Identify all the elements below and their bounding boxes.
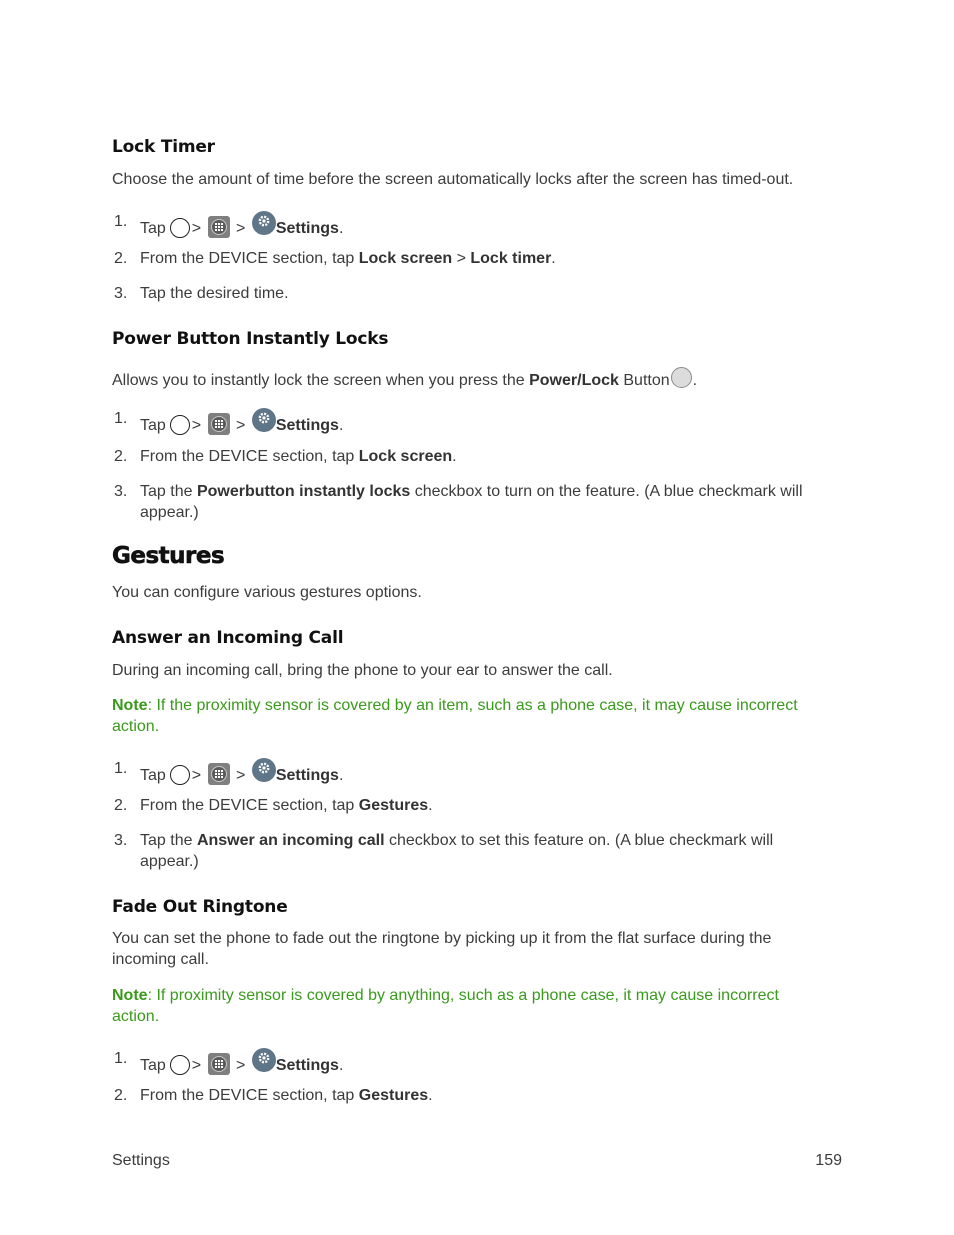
settings-gear-icon <box>252 1048 276 1072</box>
footer-section-name: Settings <box>112 1152 170 1169</box>
lock-timer-heading: Lock Timer <box>112 137 215 157</box>
power-button-description: Allows you to instantly lock the screen when you press the Power/Lock Button . <box>112 367 697 391</box>
gestures-heading: Gestures <box>112 543 225 569</box>
power-button-heading: Power Button Instantly Locks <box>112 329 389 349</box>
fade-out-heading: Fade Out Ringtone <box>112 897 288 917</box>
home-icon <box>170 218 190 238</box>
apps-icon <box>208 1053 230 1075</box>
answer-call-heading: Answer an Incoming Call <box>112 628 344 648</box>
apps-icon <box>208 216 230 238</box>
settings-gear-icon <box>252 211 276 235</box>
home-icon <box>170 415 190 435</box>
home-icon <box>170 765 190 785</box>
settings-gear-icon <box>252 758 276 782</box>
home-icon <box>170 1055 190 1075</box>
footer-page-number: 159 <box>815 1152 842 1169</box>
apps-icon <box>208 413 230 435</box>
power-button-icon <box>671 367 692 388</box>
fade-out-note: Note: If proximity sensor is covered by anything, such as a phone case, it may cause incorrect action. <box>112 987 779 1025</box>
answer-call-note: Note: If the proximity sensor is covered by an item, such as a phone case, it may cause incorrect action. <box>112 697 798 735</box>
settings-gear-icon <box>252 408 276 432</box>
apps-icon <box>208 763 230 785</box>
answer-call-description: During an incoming call, bring the phone to your ear to answer the call. <box>112 662 613 679</box>
gestures-description: You can configure various gestures options. <box>112 584 422 601</box>
fade-out-description: You can set the phone to fade out the ringtone by picking up it from the flat surface during the incoming call. <box>112 930 772 968</box>
lock-timer-description: Choose the amount of time before the screen automatically locks after the screen has timed-out. <box>112 171 794 188</box>
